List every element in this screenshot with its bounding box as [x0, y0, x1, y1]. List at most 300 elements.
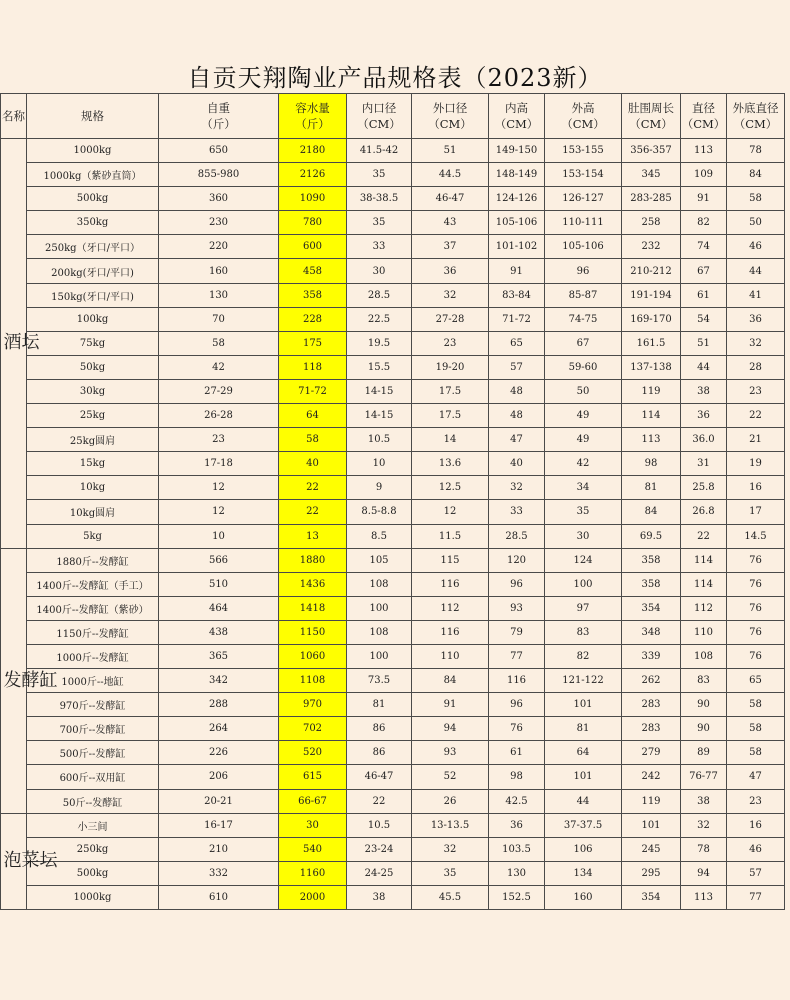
- cell-weight: 12: [159, 476, 279, 500]
- table-row: [1, 620, 785, 644]
- cell-base-diameter: 50: [727, 211, 785, 235]
- cell-diameter: 90: [681, 717, 727, 741]
- cell-diameter: 83: [681, 669, 727, 693]
- cell-inner-height: 57: [489, 355, 545, 379]
- cell-base-diameter: 76: [727, 596, 785, 620]
- cell-outer-mouth: 115: [412, 548, 489, 572]
- cell-weight: 438: [159, 620, 279, 644]
- cell-inner-mouth: 100: [347, 596, 412, 620]
- category-cell: [1, 813, 58, 909]
- cell-spec: 15kg: [27, 452, 159, 476]
- cell-capacity: 520: [279, 741, 347, 765]
- table-row: [1, 789, 785, 813]
- cell-belly-girth: 356-357: [622, 139, 681, 163]
- cell-spec: 1000kg（紫砂直筒）: [27, 163, 159, 187]
- column-header-line: （CM）: [681, 117, 726, 131]
- cell-diameter: 54: [681, 307, 727, 331]
- column-header-line: （CM）: [428, 117, 472, 131]
- cell-capacity: 2000: [279, 885, 347, 909]
- cell-inner-height: 103.5: [489, 837, 545, 861]
- cell-spec: 10kg: [27, 476, 159, 500]
- cell-outer-mouth: 12.5: [412, 476, 489, 500]
- cell-capacity: 22: [279, 476, 347, 500]
- table-row: [1, 596, 785, 620]
- cell-capacity: 22: [279, 500, 347, 524]
- cell-spec: 25kg圆肩: [27, 428, 159, 452]
- table-row: [1, 163, 785, 187]
- cell-diameter: 89: [681, 741, 727, 765]
- cell-inner-mouth: 100: [347, 644, 412, 668]
- cell-diameter: 108: [681, 644, 727, 668]
- cell-diameter: 82: [681, 211, 727, 235]
- category-label: 发酵缸: [3, 669, 58, 691]
- cell-spec: 75kg: [27, 331, 159, 355]
- cell-weight: 650: [159, 139, 279, 163]
- cell-outer-mouth: 51: [412, 139, 489, 163]
- cell-weight: 264: [159, 717, 279, 741]
- cell-spec: 100kg: [27, 307, 159, 331]
- cell-outer-height: 85-87: [545, 283, 622, 307]
- cell-base-diameter: 76: [727, 620, 785, 644]
- cell-weight: 220: [159, 235, 279, 259]
- category-label: 泡菜坛: [3, 850, 58, 872]
- column-header-line: 容水量: [295, 101, 330, 115]
- cell-belly-girth: 358: [622, 548, 681, 572]
- cell-weight: 332: [159, 861, 279, 885]
- column-header-line: （CM）: [561, 117, 605, 131]
- cell-outer-height: 101: [545, 693, 622, 717]
- cell-belly-girth: 358: [622, 572, 681, 596]
- cell-base-diameter: 47: [727, 765, 785, 789]
- cell-weight: 10: [159, 524, 279, 548]
- cell-belly-girth: 245: [622, 837, 681, 861]
- cell-inner-mouth: 81: [347, 693, 412, 717]
- cell-base-diameter: 76: [727, 644, 785, 668]
- cell-outer-height: 124: [545, 548, 622, 572]
- cell-outer-mouth: 35: [412, 861, 489, 885]
- cell-base-diameter: 23: [727, 789, 785, 813]
- column-header-line: 肚围周长: [628, 101, 674, 115]
- table-row: [1, 187, 785, 211]
- cell-inner-mouth: 8.5-8.8: [347, 500, 412, 524]
- table-row: [1, 548, 785, 572]
- cell-outer-height: 82: [545, 644, 622, 668]
- cell-inner-height: 79: [489, 620, 545, 644]
- cell-weight: 610: [159, 885, 279, 909]
- cell-outer-mouth: 13.6: [412, 452, 489, 476]
- cell-belly-girth: 339: [622, 644, 681, 668]
- cell-outer-height: 96: [545, 259, 622, 283]
- cell-inner-mouth: 33: [347, 235, 412, 259]
- cell-inner-mouth: 35: [347, 163, 412, 187]
- cell-outer-height: 106: [545, 837, 622, 861]
- cell-outer-mouth: 13-13.5: [412, 813, 489, 837]
- cell-outer-mouth: 27-28: [412, 307, 489, 331]
- cell-outer-height: 81: [545, 717, 622, 741]
- cell-outer-mouth: 84: [412, 669, 489, 693]
- cell-capacity: 58: [279, 428, 347, 452]
- cell-weight: 12: [159, 500, 279, 524]
- category-cell: [1, 548, 58, 813]
- table-row: [1, 259, 785, 283]
- cell-outer-height: 101: [545, 765, 622, 789]
- cell-spec: 1400斤--发酵缸（紫砂）: [27, 596, 159, 620]
- table-row: [1, 524, 785, 548]
- column-header-line: 外口径: [432, 101, 468, 115]
- column-header-line: 外高: [571, 101, 595, 115]
- cell-inner-height: 116: [489, 669, 545, 693]
- cell-spec: 1000kg: [27, 885, 159, 909]
- cell-outer-height: 121-122: [545, 669, 622, 693]
- cell-outer-mouth: 110: [412, 644, 489, 668]
- cell-inner-mouth: 22.5: [347, 307, 412, 331]
- cell-diameter: 31: [681, 452, 727, 476]
- cell-belly-girth: 354: [622, 596, 681, 620]
- cell-base-diameter: 65: [727, 669, 785, 693]
- table-row: [1, 404, 785, 428]
- cell-inner-mouth: 73.5: [347, 669, 412, 693]
- cell-diameter: 25.8: [681, 476, 727, 500]
- table-row: [1, 452, 785, 476]
- cell-weight: 160: [159, 259, 279, 283]
- cell-outer-height: 105-106: [545, 235, 622, 259]
- page-title: 自贡天翔陶业产品规格表（2023新）: [187, 64, 603, 92]
- cell-inner-height: 77: [489, 644, 545, 668]
- table-row: [1, 331, 785, 355]
- cell-inner-height: 36: [489, 813, 545, 837]
- cell-outer-height: 49: [545, 428, 622, 452]
- cell-belly-girth: 137-138: [622, 355, 681, 379]
- cell-inner-mouth: 19.5: [347, 331, 412, 355]
- cell-outer-height: 110-111: [545, 211, 622, 235]
- cell-outer-height: 35: [545, 500, 622, 524]
- cell-weight: 27-29: [159, 379, 279, 403]
- cell-inner-height: 101-102: [489, 235, 545, 259]
- cell-outer-height: 134: [545, 861, 622, 885]
- cell-belly-girth: 169-170: [622, 307, 681, 331]
- cell-capacity: 1090: [279, 187, 347, 211]
- cell-diameter: 113: [681, 885, 727, 909]
- cell-belly-girth: 114: [622, 404, 681, 428]
- cell-capacity: 702: [279, 717, 347, 741]
- cell-inner-height: 98: [489, 765, 545, 789]
- cell-spec: 200kg(牙口/平口): [27, 259, 159, 283]
- column-header-outer-mouth: [412, 94, 489, 139]
- cell-weight: 342: [159, 669, 279, 693]
- cell-weight: 510: [159, 572, 279, 596]
- cell-spec: 1000kg: [27, 139, 159, 163]
- table-row: [1, 211, 785, 235]
- cell-spec: 600斤--双用缸: [27, 765, 159, 789]
- cell-outer-height: 83: [545, 620, 622, 644]
- cell-spec: 350kg: [27, 211, 159, 235]
- cell-inner-height: 120: [489, 548, 545, 572]
- column-header-belly-girth: [622, 94, 681, 139]
- cell-diameter: 114: [681, 548, 727, 572]
- table-row: [1, 717, 785, 741]
- cell-spec: 150kg(牙口/平口): [27, 283, 159, 307]
- cell-diameter: 22: [681, 524, 727, 548]
- cell-capacity: 600: [279, 235, 347, 259]
- cell-diameter: 109: [681, 163, 727, 187]
- cell-capacity: 228: [279, 307, 347, 331]
- cell-weight: 20-21: [159, 789, 279, 813]
- cell-base-diameter: 17: [727, 500, 785, 524]
- cell-spec: 50kg: [27, 355, 159, 379]
- cell-outer-mouth: 116: [412, 572, 489, 596]
- cell-belly-girth: 191-194: [622, 283, 681, 307]
- cell-diameter: 38: [681, 789, 727, 813]
- cell-base-diameter: 14.5: [727, 524, 785, 548]
- cell-diameter: 113: [681, 139, 727, 163]
- cell-weight: 855-980: [159, 163, 279, 187]
- cell-diameter: 112: [681, 596, 727, 620]
- cell-diameter: 38: [681, 379, 727, 403]
- cell-belly-girth: 232: [622, 235, 681, 259]
- cell-weight: 23: [159, 428, 279, 452]
- column-header-base-diameter: [727, 94, 785, 139]
- cell-spec: 1880斤--发酵缸: [27, 548, 159, 572]
- cell-weight: 566: [159, 548, 279, 572]
- column-header-line: （斤）: [295, 117, 330, 131]
- cell-spec: 30kg: [27, 379, 159, 403]
- table-row: [1, 283, 785, 307]
- cell-outer-mouth: 52: [412, 765, 489, 789]
- cell-inner-height: 33: [489, 500, 545, 524]
- cell-base-diameter: 32: [727, 331, 785, 355]
- cell-inner-height: 105-106: [489, 211, 545, 235]
- cell-spec: 1400斤--发酵缸（手工）: [27, 572, 159, 596]
- column-header-capacity: [279, 94, 347, 139]
- cell-inner-height: 83-84: [489, 283, 545, 307]
- cell-inner-height: 48: [489, 379, 545, 403]
- cell-outer-mouth: 19-20: [412, 355, 489, 379]
- cell-inner-mouth: 10.5: [347, 813, 412, 837]
- cell-belly-girth: 283: [622, 717, 681, 741]
- cell-capacity: 1060: [279, 644, 347, 668]
- cell-capacity: 13: [279, 524, 347, 548]
- cell-inner-height: 40: [489, 452, 545, 476]
- cell-spec: 970斤--发酵缸: [27, 693, 159, 717]
- column-header-line: （CM）: [357, 117, 401, 131]
- cell-outer-mouth: 112: [412, 596, 489, 620]
- table-row: [1, 861, 785, 885]
- column-header-weight: [159, 94, 279, 139]
- cell-diameter: 36: [681, 404, 727, 428]
- column-header-line: （CM）: [733, 117, 778, 131]
- cell-belly-girth: 262: [622, 669, 681, 693]
- table-row: [1, 741, 785, 765]
- table-row: [1, 235, 785, 259]
- cell-base-diameter: 58: [727, 693, 785, 717]
- cell-inner-mouth: 8.5: [347, 524, 412, 548]
- cell-spec: 500kg: [27, 187, 159, 211]
- cell-base-diameter: 23: [727, 379, 785, 403]
- cell-diameter: 26.8: [681, 500, 727, 524]
- cell-spec: 1000斤--发酵缸: [27, 644, 159, 668]
- cell-inner-height: 65: [489, 331, 545, 355]
- cell-inner-mouth: 28.5: [347, 283, 412, 307]
- cell-spec: 25kg: [27, 404, 159, 428]
- column-header-spec: [27, 94, 159, 139]
- cell-outer-mouth: 12: [412, 500, 489, 524]
- cell-base-diameter: 41: [727, 283, 785, 307]
- cell-diameter: 36.0: [681, 428, 727, 452]
- cell-outer-mouth: 46-47: [412, 187, 489, 211]
- cell-base-diameter: 57: [727, 861, 785, 885]
- cell-inner-height: 130: [489, 861, 545, 885]
- cell-outer-mouth: 11.5: [412, 524, 489, 548]
- cell-inner-height: 28.5: [489, 524, 545, 548]
- column-header-line: 直径: [692, 101, 715, 115]
- cell-base-diameter: 76: [727, 572, 785, 596]
- cell-capacity: 458: [279, 259, 347, 283]
- cell-belly-girth: 283-285: [622, 187, 681, 211]
- cell-diameter: 44: [681, 355, 727, 379]
- cell-inner-height: 149-150: [489, 139, 545, 163]
- cell-belly-girth: 348: [622, 620, 681, 644]
- cell-capacity: 40: [279, 452, 347, 476]
- table-row: [1, 572, 785, 596]
- cell-outer-mouth: 44.5: [412, 163, 489, 187]
- cell-inner-height: 48: [489, 404, 545, 428]
- cell-outer-mouth: 23: [412, 331, 489, 355]
- cell-inner-height: 93: [489, 596, 545, 620]
- cell-weight: 17-18: [159, 452, 279, 476]
- cell-belly-girth: 81: [622, 476, 681, 500]
- column-header-inner-height: [489, 94, 545, 139]
- cell-inner-height: 76: [489, 717, 545, 741]
- cell-spec: 10kg圆肩: [27, 500, 159, 524]
- cell-inner-mouth: 108: [347, 572, 412, 596]
- cell-spec: 250kg（牙口/平口）: [27, 235, 159, 259]
- table-row: [1, 644, 785, 668]
- column-header-line: （斤）: [201, 117, 236, 131]
- cell-weight: 70: [159, 307, 279, 331]
- table-body: [1, 139, 785, 910]
- cell-diameter: 32: [681, 813, 727, 837]
- cell-diameter: 90: [681, 693, 727, 717]
- cell-outer-height: 59-60: [545, 355, 622, 379]
- cell-belly-girth: 119: [622, 789, 681, 813]
- cell-inner-mouth: 10: [347, 452, 412, 476]
- cell-weight: 130: [159, 283, 279, 307]
- table-row: [1, 307, 785, 331]
- cell-weight: 288: [159, 693, 279, 717]
- cell-weight: 464: [159, 596, 279, 620]
- cell-spec: 700斤--发酵缸: [27, 717, 159, 741]
- cell-base-diameter: 28: [727, 355, 785, 379]
- cell-base-diameter: 46: [727, 235, 785, 259]
- cell-outer-mouth: 17.5: [412, 379, 489, 403]
- cell-belly-girth: 283: [622, 693, 681, 717]
- cell-belly-girth: 210-212: [622, 259, 681, 283]
- cell-capacity: 2180: [279, 139, 347, 163]
- cell-base-diameter: 58: [727, 717, 785, 741]
- cell-diameter: 51: [681, 331, 727, 355]
- cell-outer-mouth: 26: [412, 789, 489, 813]
- column-header-name: [1, 94, 27, 139]
- cell-belly-girth: 295: [622, 861, 681, 885]
- cell-capacity: 66-67: [279, 789, 347, 813]
- cell-outer-mouth: 93: [412, 741, 489, 765]
- cell-base-diameter: 44: [727, 259, 785, 283]
- cell-base-diameter: 58: [727, 187, 785, 211]
- cell-capacity: 30: [279, 813, 347, 837]
- cell-diameter: 67: [681, 259, 727, 283]
- cell-inner-height: 61: [489, 741, 545, 765]
- cell-weight: 365: [159, 644, 279, 668]
- cell-spec: 5kg: [27, 524, 159, 548]
- cell-outer-height: 153-155: [545, 139, 622, 163]
- cell-outer-mouth: 116: [412, 620, 489, 644]
- cell-base-diameter: 16: [727, 813, 785, 837]
- column-header-line: 外底直径: [732, 101, 779, 115]
- cell-inner-height: 96: [489, 572, 545, 596]
- cell-inner-height: 42.5: [489, 789, 545, 813]
- spec-table: [0, 93, 785, 910]
- cell-capacity: 1160: [279, 861, 347, 885]
- table-row: [1, 476, 785, 500]
- cell-capacity: 1418: [279, 596, 347, 620]
- cell-outer-height: 34: [545, 476, 622, 500]
- table-row: [1, 693, 785, 717]
- cell-inner-height: 91: [489, 259, 545, 283]
- cell-base-diameter: 36: [727, 307, 785, 331]
- table-row: [1, 837, 785, 861]
- cell-spec: 1000斤--地缸: [27, 669, 159, 693]
- cell-outer-height: 50: [545, 379, 622, 403]
- cell-outer-height: 97: [545, 596, 622, 620]
- cell-base-diameter: 76: [727, 548, 785, 572]
- cell-outer-mouth: 45.5: [412, 885, 489, 909]
- column-header-line: 内口径: [361, 101, 397, 115]
- table-row: [1, 139, 785, 163]
- cell-weight: 26-28: [159, 404, 279, 428]
- cell-capacity: 358: [279, 283, 347, 307]
- cell-belly-girth: 345: [622, 163, 681, 187]
- cell-inner-mouth: 14-15: [347, 379, 412, 403]
- cell-inner-mouth: 22: [347, 789, 412, 813]
- cell-outer-mouth: 36: [412, 259, 489, 283]
- cell-belly-girth: 101: [622, 813, 681, 837]
- cell-inner-mouth: 86: [347, 741, 412, 765]
- cell-inner-mouth: 105: [347, 548, 412, 572]
- cell-diameter: 61: [681, 283, 727, 307]
- cell-inner-height: 124-126: [489, 187, 545, 211]
- cell-base-diameter: 84: [727, 163, 785, 187]
- column-header-outer-height: [545, 94, 622, 139]
- cell-inner-mouth: 24-25: [347, 861, 412, 885]
- cell-capacity: 2126: [279, 163, 347, 187]
- cell-outer-mouth: 32: [412, 283, 489, 307]
- cell-base-diameter: 78: [727, 139, 785, 163]
- cell-belly-girth: 113: [622, 428, 681, 452]
- cell-capacity: 1150: [279, 620, 347, 644]
- column-header-line: 规格: [81, 109, 104, 123]
- cell-capacity: 970: [279, 693, 347, 717]
- cell-diameter: 78: [681, 837, 727, 861]
- cell-belly-girth: 84: [622, 500, 681, 524]
- cell-spec: 500斤--发酵缸: [27, 741, 159, 765]
- cell-outer-height: 30: [545, 524, 622, 548]
- cell-capacity: 71-72: [279, 379, 347, 403]
- cell-outer-height: 64: [545, 741, 622, 765]
- cell-spec: 50斤--发酵缸: [27, 789, 159, 813]
- cell-capacity: 615: [279, 765, 347, 789]
- cell-diameter: 76-77: [681, 765, 727, 789]
- cell-diameter: 94: [681, 861, 727, 885]
